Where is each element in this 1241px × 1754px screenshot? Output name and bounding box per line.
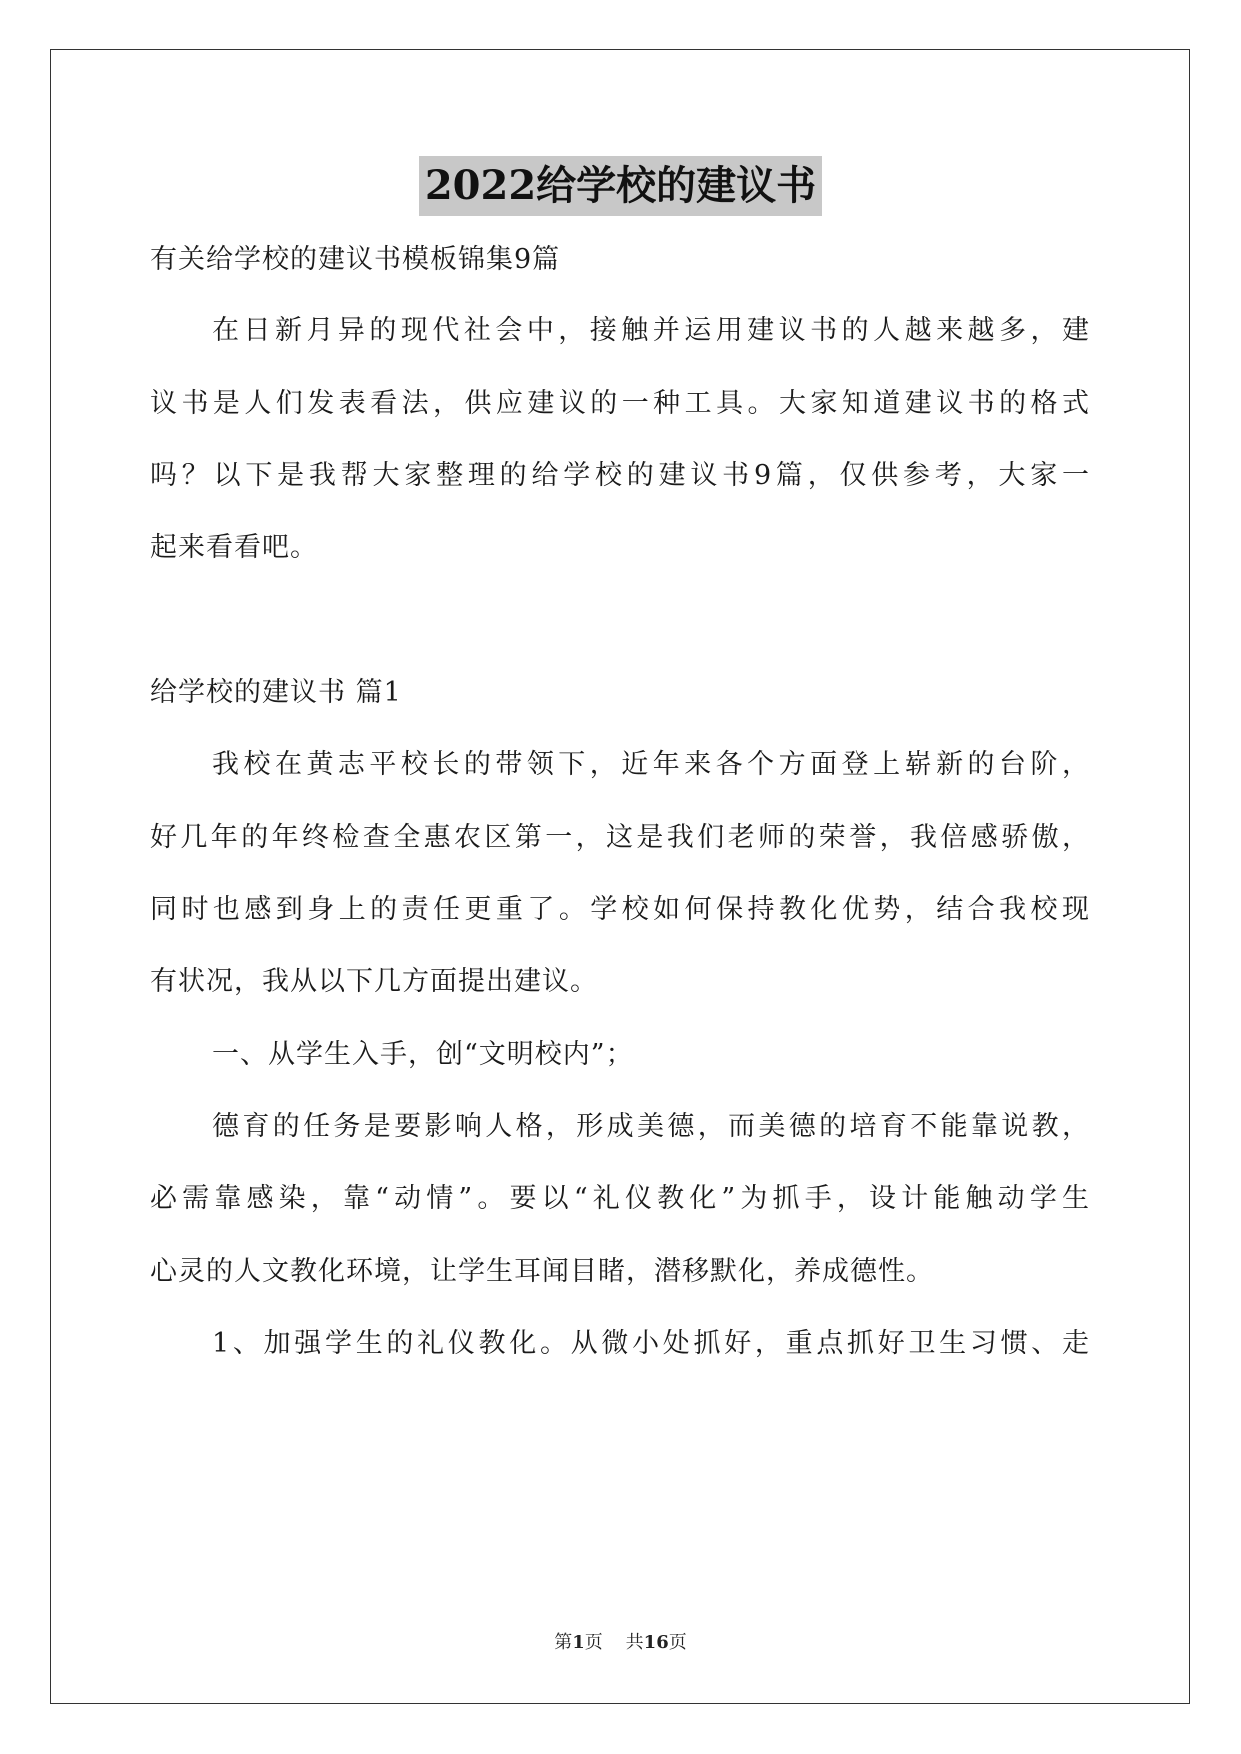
document-title: 2022给学校的建议书	[419, 156, 822, 216]
page-prefix: 第	[554, 1632, 573, 1653]
intro-line: 起来看看吧。	[150, 532, 318, 563]
page-number: 1	[572, 1632, 585, 1653]
page-footer	[0, 1631, 1241, 1655]
page-suffix: 页	[584, 1632, 603, 1653]
total-pages: 16	[643, 1632, 669, 1653]
point1-heading: 一、从学生入手，创“文明校内”；	[212, 1039, 634, 1070]
para1-line: 同时也感到身上的责任更重了。学校如何保持教化优势，结合我校现	[150, 894, 1090, 925]
intro-line: 吗？以下是我帮大家整理的给学校的建议书9篇，仅供参考，大家一	[150, 460, 1090, 491]
document-subtitle: 有关给学校的建议书模板锦集9篇	[150, 244, 561, 275]
para3-line: 1、加强学生的礼仪教化。从微小处抓好，重点抓好卫生习惯、走	[212, 1328, 1090, 1359]
page-border	[50, 49, 1190, 1704]
total-prefix: 共	[625, 1632, 644, 1653]
intro-line: 议书是人们发表看法，供应建议的一种工具。大家知道建议书的格式	[150, 388, 1090, 419]
para2-line: 德育的任务是要影响人格，形成美德，而美德的培育不能靠说教，	[212, 1111, 1090, 1142]
para2-line: 必需靠感染，靠“动情”。要以“礼仪教化”为抓手，设计能触动学生	[150, 1183, 1090, 1214]
para1-line: 我校在黄志平校长的带领下，近年来各个方面登上崭新的台阶，	[212, 749, 1090, 780]
title-wrap	[0, 156, 1241, 216]
para1-line: 有状况，我从以下几方面提出建议。	[150, 966, 598, 997]
intro-line: 在日新月异的现代社会中，接触并运用建议书的人越来越多，建	[212, 315, 1090, 346]
para2-line: 心灵的人文教化环境，让学生耳闻目睹，潜移默化，养成德性。	[150, 1256, 934, 1287]
para1-line: 好几年的年终检查全惠农区第一，这是我们老师的荣誉，我倍感骄傲，	[150, 822, 1090, 853]
section-heading: 给学校的建议书 篇1	[150, 677, 402, 708]
total-suffix: 页	[668, 1632, 687, 1653]
